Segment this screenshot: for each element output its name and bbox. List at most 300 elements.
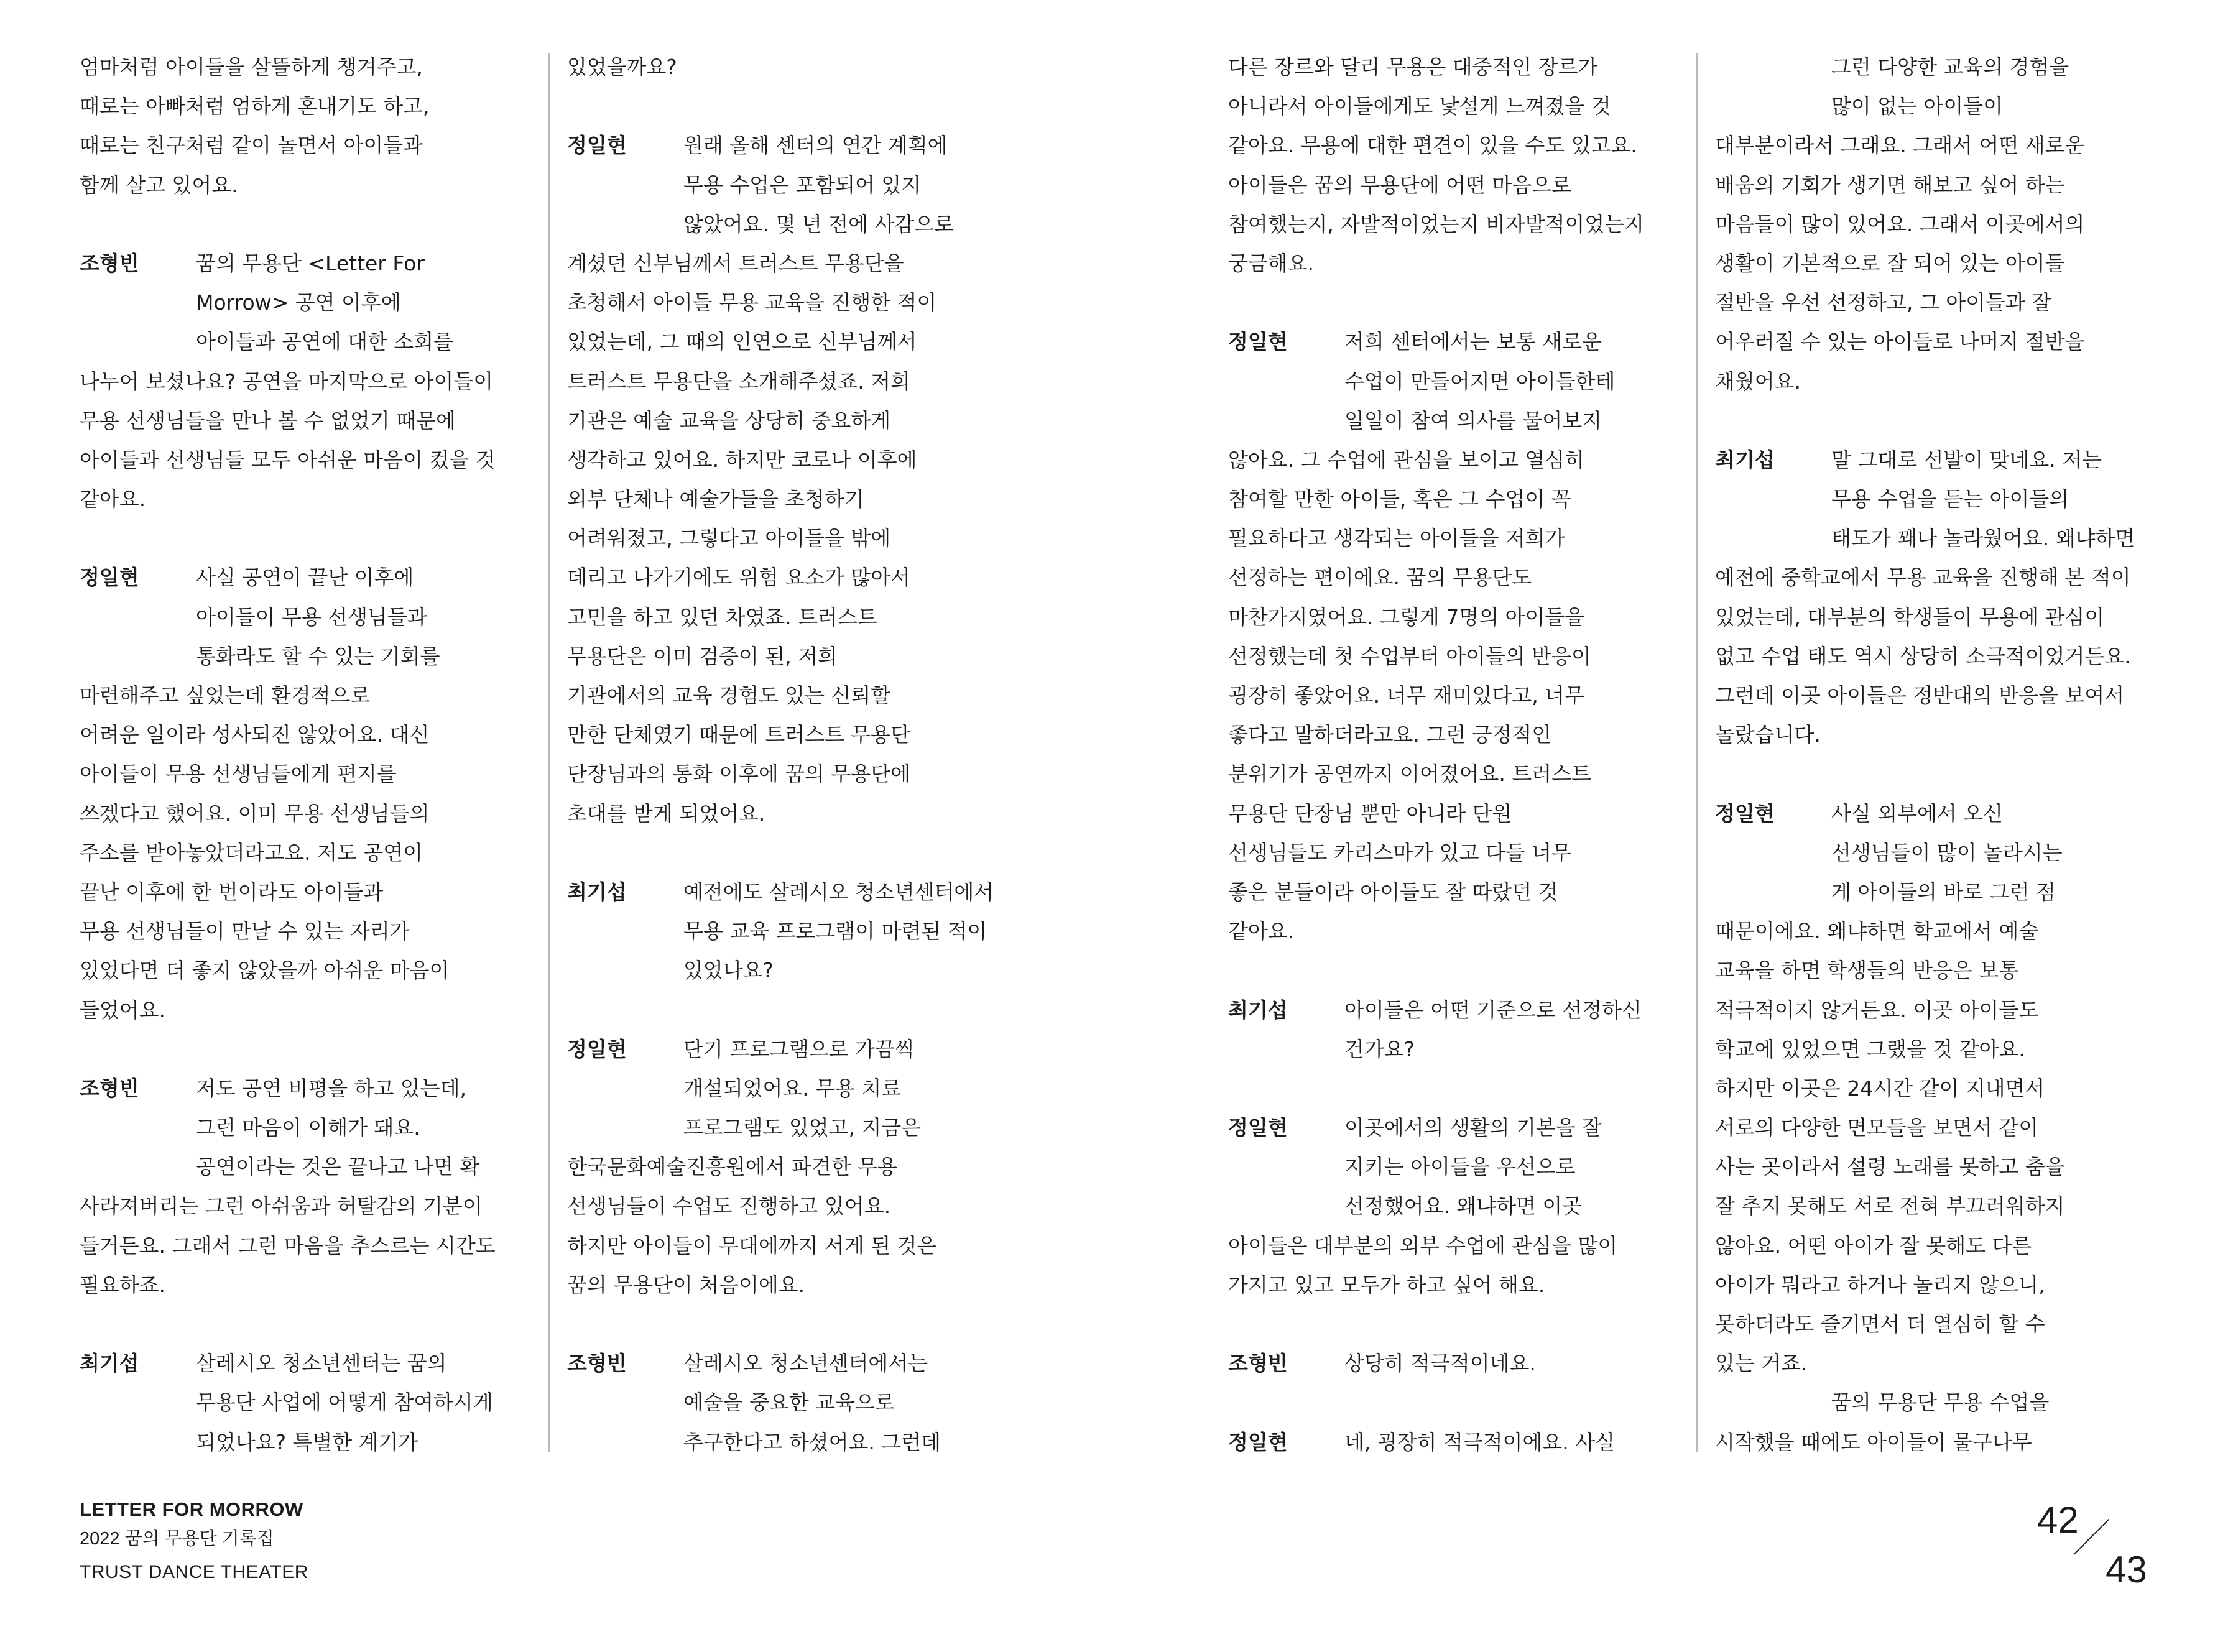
line-text: 대부분이라서 그래요. 그래서 어떤 새로운 bbox=[1715, 133, 2085, 158]
line-text: 있었는데, 그 때의 인연으로 신부님께서 bbox=[567, 330, 917, 354]
speaker-line bbox=[1228, 990, 1685, 1030]
text-line bbox=[567, 1423, 1024, 1459]
text-line bbox=[1715, 165, 2172, 205]
line-text: 저희 센터에서는 보통 새로운 bbox=[1344, 330, 1602, 354]
text-line bbox=[1715, 990, 2172, 1030]
speaker-line bbox=[567, 1344, 1024, 1383]
line-text: 단장님과의 통화 이후에 꿈의 무용단에 bbox=[567, 762, 911, 787]
text-line bbox=[80, 322, 537, 361]
column-divider-right bbox=[1696, 53, 1698, 1452]
text-line bbox=[567, 1383, 1024, 1422]
text-line bbox=[1715, 1344, 2172, 1383]
line-text: 마음들이 많이 있어요. 그래서 이곳에서의 bbox=[1715, 211, 2085, 236]
text-line bbox=[1715, 1108, 2172, 1147]
line-text: 굉장히 좋았어요. 너무 재미있다고, 너무 bbox=[1228, 683, 1584, 708]
text-line bbox=[1715, 676, 2172, 715]
line-text: 있었는데, 대부분의 학생들이 무용에 관심이 bbox=[1715, 604, 2105, 629]
line-text: 없고 수업 태도 역시 상당히 소극적이었거든요. bbox=[1715, 644, 2131, 668]
text-line bbox=[1715, 951, 2172, 990]
line-text: 건가요? bbox=[1344, 1036, 1415, 1061]
line-text: 있었다면 더 좋지 않았을까 아쉬운 마음이 bbox=[80, 958, 450, 983]
speaker-name: 정일현 bbox=[1715, 801, 1775, 826]
speaker-name: 최기섭 bbox=[1228, 997, 1288, 1022]
text-column-1 bbox=[80, 47, 537, 1459]
text-line bbox=[80, 951, 537, 990]
speaker-line bbox=[567, 1030, 1024, 1069]
text-line bbox=[80, 283, 537, 322]
line-text: 아이들과 공연에 대한 소회를 bbox=[196, 330, 454, 354]
text-line bbox=[567, 794, 1024, 833]
text-line bbox=[1228, 754, 1685, 793]
line-text: 무용단 단장님 뿐만 아니라 단원 bbox=[1228, 801, 1512, 826]
line-text: 마련해주고 싶었는데 환경적으로 bbox=[80, 683, 371, 708]
speaker-line bbox=[1228, 322, 1685, 361]
line-text: 다른 장르와 달리 무용은 대중적인 장르가 bbox=[1228, 55, 1598, 79]
text-line bbox=[80, 833, 537, 872]
line-text: 일일이 참여 의사를 물어보지 bbox=[1344, 408, 1602, 433]
text-line bbox=[1715, 322, 2172, 361]
paragraph-gap bbox=[80, 1304, 537, 1344]
text-line bbox=[80, 637, 537, 676]
speaker-name: 조형빈 bbox=[1228, 1351, 1288, 1376]
text-line bbox=[567, 676, 1024, 715]
line-text: 어려워졌고, 그렇다고 아이들을 밖에 bbox=[567, 526, 891, 551]
text-line bbox=[80, 362, 537, 401]
text-line bbox=[80, 1108, 537, 1147]
text-line bbox=[1715, 126, 2172, 165]
line-text: 아이들은 어떤 기준으로 선정하신 bbox=[1344, 997, 1642, 1022]
speaker-line bbox=[80, 558, 537, 597]
paragraph-gap bbox=[1228, 1383, 1685, 1422]
line-text: 가지고 있고 모두가 하고 싶어 해요. bbox=[1228, 1272, 1545, 1297]
text-line bbox=[80, 401, 537, 440]
text-line bbox=[1228, 637, 1685, 676]
line-text: 태도가 꽤나 놀라웠어요. 왜냐하면 bbox=[1831, 526, 2135, 551]
line-text: 초청해서 아이들 무용 교육을 진행한 적이 bbox=[567, 290, 937, 315]
text-line bbox=[1228, 1226, 1685, 1265]
line-text: 무용 교육 프로그램이 마련된 적이 bbox=[683, 919, 987, 944]
text-line bbox=[1228, 126, 1685, 165]
line-text: 있었나요? bbox=[683, 958, 774, 983]
line-text: 한국문화예술진흥원에서 파견한 무용 bbox=[567, 1155, 898, 1179]
text-line bbox=[1715, 1147, 2172, 1186]
text-line bbox=[1715, 1030, 2172, 1069]
line-text: 단기 프로그램으로 가끔씩 bbox=[683, 1036, 915, 1061]
text-line bbox=[567, 47, 1024, 86]
text-line bbox=[1228, 244, 1685, 283]
line-text: 잘 추지 못해도 서로 전혀 부끄러워하지 bbox=[1715, 1194, 2065, 1219]
text-line bbox=[80, 990, 537, 1030]
line-text: 놀랐습니다. bbox=[1715, 722, 1821, 747]
line-text: 살레시오 청소년센터는 꿈의 bbox=[196, 1351, 447, 1376]
page-numbers bbox=[2021, 1498, 2170, 1604]
text-line bbox=[1228, 833, 1685, 872]
line-text: 기관은 예술 교육을 상당히 중요하게 bbox=[567, 408, 891, 433]
line-text: 참여할 만한 아이들, 혹은 그 수업이 꼭 bbox=[1228, 487, 1571, 512]
line-text: 좋은 분들이라 아이들도 잘 따랐던 것 bbox=[1228, 879, 1558, 904]
line-text: 끝난 이후에 한 번이라도 아이들과 bbox=[80, 879, 384, 904]
text-line bbox=[80, 715, 537, 754]
line-text: 아이들은 대부분의 외부 수업에 관심을 많이 bbox=[1228, 1233, 1618, 1258]
speaker-name: 정일현 bbox=[567, 1036, 627, 1061]
text-line bbox=[1715, 715, 2172, 754]
line-text: 꿈의 무용단이 처음이에요. bbox=[567, 1272, 805, 1297]
speaker-line bbox=[80, 1344, 537, 1383]
text-line bbox=[567, 519, 1024, 558]
text-line bbox=[567, 1265, 1024, 1304]
text-line bbox=[80, 676, 537, 715]
line-text: 통화라도 할 수 있는 기회를 bbox=[196, 644, 440, 668]
text-line bbox=[1228, 1265, 1685, 1304]
line-text: 그런 마음이 이해가 돼요. bbox=[196, 1115, 420, 1140]
line-text: 무용 선생님들이 만날 수 있는 자리가 bbox=[80, 919, 410, 944]
text-line bbox=[80, 794, 537, 833]
paragraph-gap bbox=[1228, 1304, 1685, 1344]
text-line bbox=[1228, 715, 1685, 754]
line-text: 저도 공연 비평을 하고 있는데, bbox=[196, 1076, 466, 1101]
text-line bbox=[1228, 479, 1685, 519]
line-text: 살레시오 청소년센터에서는 bbox=[683, 1351, 928, 1376]
text-line bbox=[1715, 1226, 2172, 1265]
paragraph-gap bbox=[1715, 401, 2172, 440]
speaker-line bbox=[567, 126, 1024, 165]
line-text: 되었나요? 특별한 계기가 bbox=[196, 1429, 418, 1454]
line-text: 수업이 만들어지면 아이들한테 bbox=[1344, 369, 1616, 394]
line-text: 꿈의 무용단 <Letter For bbox=[196, 251, 425, 275]
line-text: 무용단 사업에 어떻게 참여하시게 bbox=[196, 1390, 493, 1415]
column-divider-left bbox=[548, 53, 550, 1452]
line-text: 같아요. bbox=[1228, 919, 1295, 944]
speaker-name: 조형빈 bbox=[80, 1076, 139, 1101]
line-text: 개설되었어요. 무용 치료 bbox=[683, 1076, 902, 1101]
text-line bbox=[1228, 47, 1685, 86]
speaker-line bbox=[1715, 440, 2172, 479]
text-line bbox=[1715, 637, 2172, 676]
text-line bbox=[1715, 86, 2172, 126]
line-text: 지키는 아이들을 우선으로 bbox=[1344, 1155, 1576, 1179]
text-line bbox=[567, 754, 1024, 793]
line-text: 필요하다고 생각되는 아이들을 저희가 bbox=[1228, 526, 1565, 551]
line-text: 선생님들이 많이 놀라시는 bbox=[1831, 840, 2063, 865]
line-text: 원래 올해 센터의 연간 계획에 bbox=[683, 133, 948, 158]
line-text: 같아요. bbox=[80, 487, 146, 512]
line-text: 적극적이지 않거든요. 이곳 아이들도 bbox=[1715, 997, 2039, 1022]
line-text: 아이들과 선생님들 모두 아쉬운 마음이 컸을 것 bbox=[80, 447, 496, 472]
text-line bbox=[567, 1069, 1024, 1108]
line-text: 마찬가지였어요. 그렇게 7명의 아이들을 bbox=[1228, 604, 1585, 629]
text-line bbox=[80, 872, 537, 911]
text-line bbox=[567, 322, 1024, 361]
text-line bbox=[1715, 598, 2172, 637]
text-line bbox=[567, 401, 1024, 440]
line-text: 네, 굉장히 적극적이에요. 사실 bbox=[1344, 1429, 1615, 1454]
line-text: 채웠어요. bbox=[1715, 369, 1801, 394]
line-text: 초대를 받게 되었어요. bbox=[567, 801, 765, 826]
paragraph-gap bbox=[80, 1030, 537, 1069]
line-text: 않아요. 어떤 아이가 잘 못해도 다른 bbox=[1715, 1233, 2032, 1258]
line-text: 예전에도 살레시오 청소년센터에서 bbox=[683, 879, 994, 904]
text-line bbox=[1715, 1186, 2172, 1225]
text-line bbox=[1228, 598, 1685, 637]
line-text: 공연이라는 것은 끝나고 나면 확 bbox=[196, 1155, 480, 1179]
text-line bbox=[1715, 1265, 2172, 1304]
text-line bbox=[1715, 1069, 2172, 1108]
line-text: 생각하고 있어요. 하지만 코로나 이후에 bbox=[567, 447, 917, 472]
text-line bbox=[1228, 205, 1685, 244]
text-line bbox=[1715, 1423, 2172, 1459]
text-line bbox=[80, 1186, 537, 1225]
line-text: 선정했는데 첫 수업부터 아이들의 반응이 bbox=[1228, 644, 1591, 668]
speaker-line bbox=[80, 1069, 537, 1108]
text-line bbox=[1228, 1147, 1685, 1186]
line-text: 어우러질 수 있는 아이들로 나머지 절반을 bbox=[1715, 330, 2085, 354]
line-text: 꿈의 무용단 무용 수업을 bbox=[1831, 1390, 2050, 1415]
text-line bbox=[1715, 1383, 2172, 1422]
line-text: 많이 없는 아이들이 bbox=[1831, 94, 2004, 119]
line-text: 함께 살고 있어요. bbox=[80, 172, 238, 197]
speaker-name: 조형빈 bbox=[80, 251, 139, 275]
line-text: 때문이에요. 왜냐하면 학교에서 예술 bbox=[1715, 919, 2039, 944]
text-line bbox=[567, 598, 1024, 637]
line-text: 하지만 이곳은 24시간 같이 지내면서 bbox=[1715, 1076, 2045, 1101]
line-text: 사실 공연이 끝난 이후에 bbox=[196, 565, 414, 590]
text-line bbox=[80, 479, 537, 519]
paragraph-gap bbox=[567, 86, 1024, 126]
line-text: 있었을까요? bbox=[567, 55, 677, 79]
line-text: 엄마처럼 아이들을 살뜰하게 챙겨주고, bbox=[80, 55, 423, 79]
speaker-line bbox=[567, 872, 1024, 911]
text-line bbox=[567, 558, 1024, 597]
text-line bbox=[1228, 1186, 1685, 1225]
text-line bbox=[1715, 479, 2172, 519]
text-line bbox=[1228, 519, 1685, 558]
line-text: 좋다고 말하더라고요. 그런 긍정적인 bbox=[1228, 722, 1552, 747]
text-line bbox=[1228, 911, 1685, 951]
line-text: 그런데 이곳 아이들은 정반대의 반응을 보여서 bbox=[1715, 683, 2125, 708]
text-line bbox=[1228, 676, 1685, 715]
text-line bbox=[1715, 872, 2172, 911]
line-text: 않아요. 그 수업에 관심을 보이고 열심히 bbox=[1228, 447, 1584, 472]
text-line bbox=[80, 126, 537, 165]
line-text: 참여했는지, 자발적이었는지 비자발적이었는지 bbox=[1228, 211, 1645, 236]
text-line bbox=[567, 715, 1024, 754]
line-text: 필요하죠. bbox=[80, 1272, 166, 1297]
text-line bbox=[1715, 205, 2172, 244]
publication-title: LETTER FOR MORROW bbox=[80, 1498, 303, 1520]
text-line bbox=[1228, 872, 1685, 911]
speaker-line bbox=[1715, 794, 2172, 833]
publication-subtitle: 2022 꿈의 무용단 기록집 bbox=[80, 1529, 274, 1549]
line-text: 외부 단체나 예술가들을 초청하기 bbox=[567, 487, 864, 512]
line-text: 추구한다고 하셨어요. 그런데 bbox=[683, 1429, 941, 1454]
line-text: 어려운 일이라 성사되진 않았어요. 대신 bbox=[80, 722, 430, 747]
speaker-name: 정일현 bbox=[1228, 1115, 1288, 1140]
text-line bbox=[80, 165, 537, 205]
text-line bbox=[1715, 911, 2172, 951]
line-text: 나누어 보셨나요? 공연을 마지막으로 아이들이 bbox=[80, 369, 494, 394]
text-line bbox=[1715, 244, 2172, 283]
text-line bbox=[567, 1186, 1024, 1225]
paragraph-gap bbox=[567, 1304, 1024, 1344]
line-text: 선정하는 편이에요. 꿈의 무용단도 bbox=[1228, 565, 1532, 590]
speaker-line bbox=[80, 244, 537, 283]
text-line bbox=[1715, 833, 2172, 872]
speaker-name: 정일현 bbox=[1228, 1429, 1288, 1454]
line-text: 시작했을 때에도 아이들이 물구나무 bbox=[1715, 1429, 2032, 1454]
line-text: 선정했어요. 왜냐하면 이곳 bbox=[1344, 1194, 1583, 1219]
text-line bbox=[80, 1265, 537, 1304]
text-line bbox=[80, 911, 537, 951]
text-line bbox=[1715, 47, 2172, 86]
line-text: 예술을 중요한 교육으로 bbox=[683, 1390, 895, 1415]
text-line bbox=[567, 244, 1024, 283]
text-line bbox=[1715, 519, 2172, 558]
paragraph-gap bbox=[567, 990, 1024, 1030]
line-text: 절반을 우선 선정하고, 그 아이들과 잘 bbox=[1715, 290, 2052, 315]
paragraph-gap bbox=[1228, 283, 1685, 322]
page-number-right: 43 bbox=[2106, 1549, 2147, 1590]
line-text: 같아요. 무용에 대한 편견이 있을 수도 있고요. bbox=[1228, 133, 1637, 158]
text-line bbox=[1715, 283, 2172, 322]
text-line bbox=[80, 86, 537, 126]
line-text: 분위기가 공연까지 이어졌어요. 트러스트 bbox=[1228, 762, 1591, 787]
line-text: Morrow> 공연 이후에 bbox=[196, 290, 401, 315]
line-text: 사라져버리는 그런 아쉬움과 허탈감의 기분이 bbox=[80, 1194, 483, 1219]
line-text: 생활이 기본적으로 잘 되어 있는 아이들 bbox=[1715, 251, 2065, 275]
line-text: 사는 곳이라서 설령 노래를 못하고 춤을 bbox=[1715, 1155, 2065, 1179]
line-text: 예전에 중학교에서 무용 교육을 진행해 본 적이 bbox=[1715, 565, 2131, 590]
paragraph-gap bbox=[1228, 951, 1685, 990]
text-line bbox=[567, 205, 1024, 244]
text-line bbox=[1228, 401, 1685, 440]
text-line bbox=[567, 362, 1024, 401]
text-line bbox=[80, 1147, 537, 1186]
paragraph-gap bbox=[80, 519, 537, 558]
line-text: 않았어요. 몇 년 전에 사감으로 bbox=[683, 211, 954, 236]
line-text: 프로그램도 있었고, 지금은 bbox=[683, 1115, 922, 1140]
line-text: 이곳에서의 생활의 기본을 잘 bbox=[1344, 1115, 1602, 1140]
line-text: 하지만 아이들이 무대에까지 서게 된 것은 bbox=[567, 1233, 937, 1258]
text-line bbox=[80, 47, 537, 86]
line-text: 선생님들도 카리스마가 있고 다들 너무 bbox=[1228, 840, 1572, 865]
line-text: 서로의 다양한 면모들을 보면서 같이 bbox=[1715, 1115, 2039, 1140]
text-line bbox=[80, 1423, 537, 1459]
text-column-3 bbox=[1228, 47, 1685, 1459]
text-line bbox=[567, 440, 1024, 479]
speaker-name: 정일현 bbox=[80, 565, 139, 590]
line-text: 무용단은 이미 검증이 된, 저희 bbox=[567, 644, 838, 668]
text-line bbox=[1228, 86, 1685, 126]
line-text: 학교에 있었으면 그랬을 것 같아요. bbox=[1715, 1036, 2025, 1061]
text-line bbox=[567, 479, 1024, 519]
text-line bbox=[1715, 558, 2172, 597]
line-text: 주소를 받아놓았더라고요. 저도 공연이 bbox=[80, 840, 423, 865]
line-text: 무용 수업은 포함되어 있지 bbox=[683, 172, 922, 197]
page-footer bbox=[80, 1498, 308, 1583]
line-text: 게 아이들의 바로 그런 점 bbox=[1831, 879, 2056, 904]
speaker-name: 최기섭 bbox=[80, 1351, 139, 1376]
text-line bbox=[1228, 165, 1685, 205]
text-line bbox=[1228, 1030, 1685, 1069]
paragraph-gap bbox=[1228, 1069, 1685, 1108]
line-text: 아이들이 무용 선생님들과 bbox=[196, 604, 427, 629]
line-text: 들거든요. 그래서 그런 마음을 추스르는 시간도 bbox=[80, 1233, 496, 1258]
line-text: 때로는 친구처럼 같이 놀면서 아이들과 bbox=[80, 133, 423, 158]
speaker-name: 정일현 bbox=[1228, 330, 1288, 354]
text-line bbox=[567, 165, 1024, 205]
line-text: 상당히 적극적이네요. bbox=[1344, 1351, 1536, 1376]
text-line bbox=[1228, 794, 1685, 833]
line-text: 아니라서 아이들에게도 낯설게 느껴졌을 것 bbox=[1228, 94, 1611, 119]
text-line bbox=[80, 1226, 537, 1265]
line-text: 만한 단체였기 때문에 트러스트 무용단 bbox=[567, 722, 911, 747]
speaker-line bbox=[1228, 1108, 1685, 1147]
text-line bbox=[1715, 362, 2172, 401]
organization-name: TRUST DANCE THEATER bbox=[80, 1562, 308, 1582]
text-line bbox=[80, 598, 537, 637]
line-text: 궁금해요. bbox=[1228, 251, 1315, 275]
line-text: 아이들이 무용 선생님들에게 편지를 bbox=[80, 762, 397, 787]
paragraph-gap bbox=[80, 205, 537, 244]
line-text: 때로는 아빠처럼 엄하게 혼내기도 하고, bbox=[80, 94, 430, 119]
text-line bbox=[567, 637, 1024, 676]
line-text: 아이가 뭐라고 하거나 놀리지 않으니, bbox=[1715, 1272, 2045, 1297]
line-text: 교육을 하면 학생들의 반응은 보통 bbox=[1715, 958, 2019, 983]
text-line bbox=[567, 911, 1024, 951]
text-line bbox=[80, 754, 537, 793]
text-line bbox=[567, 1147, 1024, 1186]
text-line bbox=[567, 951, 1024, 990]
paragraph-gap bbox=[1715, 754, 2172, 793]
text-line bbox=[80, 1383, 537, 1422]
speaker-name: 정일현 bbox=[567, 133, 627, 158]
speaker-name: 최기섭 bbox=[1715, 447, 1775, 472]
line-text: 있는 거죠. bbox=[1715, 1351, 1808, 1376]
speaker-name: 최기섭 bbox=[567, 879, 627, 904]
line-text: 무용 수업을 듣는 아이들의 bbox=[1831, 487, 2069, 512]
line-text: 배움의 기회가 생기면 해보고 싶어 하는 bbox=[1715, 172, 2065, 197]
line-text: 선생님들이 수업도 진행하고 있어요. bbox=[567, 1194, 891, 1219]
line-text: 무용 선생님들을 만나 볼 수 없었기 때문에 bbox=[80, 408, 456, 433]
line-text: 계셨던 신부님께서 트러스트 무용단을 bbox=[567, 251, 904, 275]
line-text: 기관에서의 교육 경험도 있는 신뢰할 bbox=[567, 683, 891, 708]
paragraph-gap bbox=[567, 833, 1024, 872]
text-line bbox=[1228, 362, 1685, 401]
line-text: 들었어요. bbox=[80, 997, 166, 1022]
text-column-2 bbox=[567, 47, 1024, 1459]
speaker-line bbox=[1228, 1344, 1685, 1383]
speaker-line bbox=[1228, 1423, 1685, 1459]
speaker-name: 조형빈 bbox=[567, 1351, 627, 1376]
line-text: 그런 다양한 교육의 경험을 bbox=[1831, 55, 2069, 79]
line-text: 말 그대로 선발이 맞네요. 저는 bbox=[1831, 447, 2102, 472]
text-line bbox=[567, 283, 1024, 322]
text-line bbox=[1715, 1304, 2172, 1344]
text-line bbox=[1228, 440, 1685, 479]
line-text: 사실 외부에서 오신 bbox=[1831, 801, 2004, 826]
line-text: 데리고 나가기에도 위험 요소가 많아서 bbox=[567, 565, 911, 590]
text-line bbox=[567, 1226, 1024, 1265]
line-text: 아이들은 꿈의 무용단에 어떤 마음으로 bbox=[1228, 172, 1572, 197]
text-line bbox=[80, 440, 537, 479]
text-line bbox=[567, 1108, 1024, 1147]
line-text: 못하더라도 즐기면서 더 열심히 할 수 bbox=[1715, 1312, 2045, 1336]
line-text: 트러스트 무용단을 소개해주셨죠. 저희 bbox=[567, 369, 911, 394]
text-column-4 bbox=[1715, 47, 2172, 1459]
line-text: 쓰겠다고 했어요. 이미 무용 선생님들의 bbox=[80, 801, 430, 826]
text-line bbox=[1228, 558, 1685, 597]
line-text: 고민을 하고 있던 차였죠. 트러스트 bbox=[567, 604, 877, 629]
